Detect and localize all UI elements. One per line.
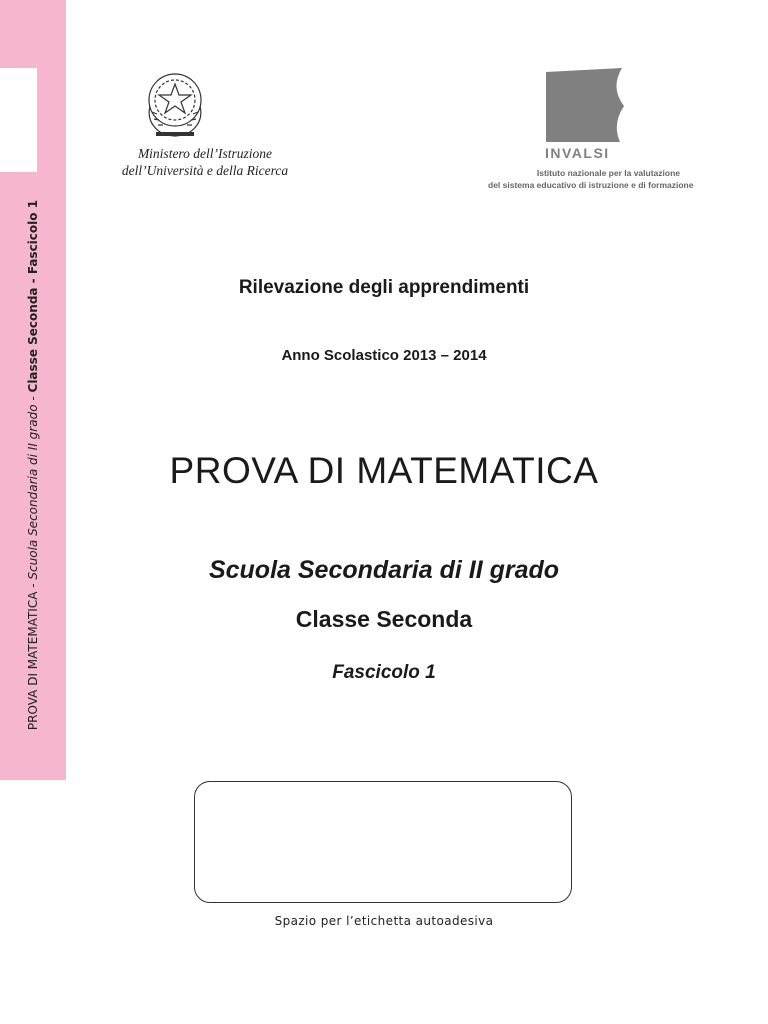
side-title-school: Scuola Secondaria di II grado: [26, 404, 40, 580]
booklet-number: Fascicolo 1: [332, 662, 436, 683]
invalsi-name: INVALSI: [545, 145, 610, 161]
sticker-label-box: [194, 781, 572, 903]
ministry-line-2: dell’Università e della Ricerca: [121, 163, 289, 178]
ministry-line-1: Ministero dell’Istruzione: [137, 146, 273, 161]
side-title-class: Classe Seconda - Fascicolo 1: [26, 199, 40, 393]
survey-title: Rilevazione degli apprendimenti: [238, 277, 530, 298]
invalsi-logo-icon: [544, 68, 626, 144]
ministry-name: [70, 145, 340, 179]
test-title: PROVA DI MATEMATICA: [169, 450, 599, 491]
side-title-separator: -: [26, 392, 40, 405]
school-level: Scuola Secondaria di II grado: [208, 556, 560, 584]
invalsi-subtitle-line-1: Istituto nazionale per la valutazione: [536, 168, 680, 178]
side-title-subject: PROVA DI MATEMATICA -: [26, 579, 40, 731]
invalsi-subtitle-line-2: del sistema educativo di istruzione e di formazione: [488, 180, 694, 190]
republic-emblem-icon: [140, 66, 210, 142]
sticker-label-caption: Spazio per l’etichetta autoadesiva: [274, 914, 494, 928]
side-notch: [0, 68, 37, 172]
invalsi-subtitle: [488, 167, 694, 191]
class-name: Classe Seconda: [295, 606, 473, 632]
school-year: Anno Scolastico 2013 – 2014: [281, 347, 487, 364]
